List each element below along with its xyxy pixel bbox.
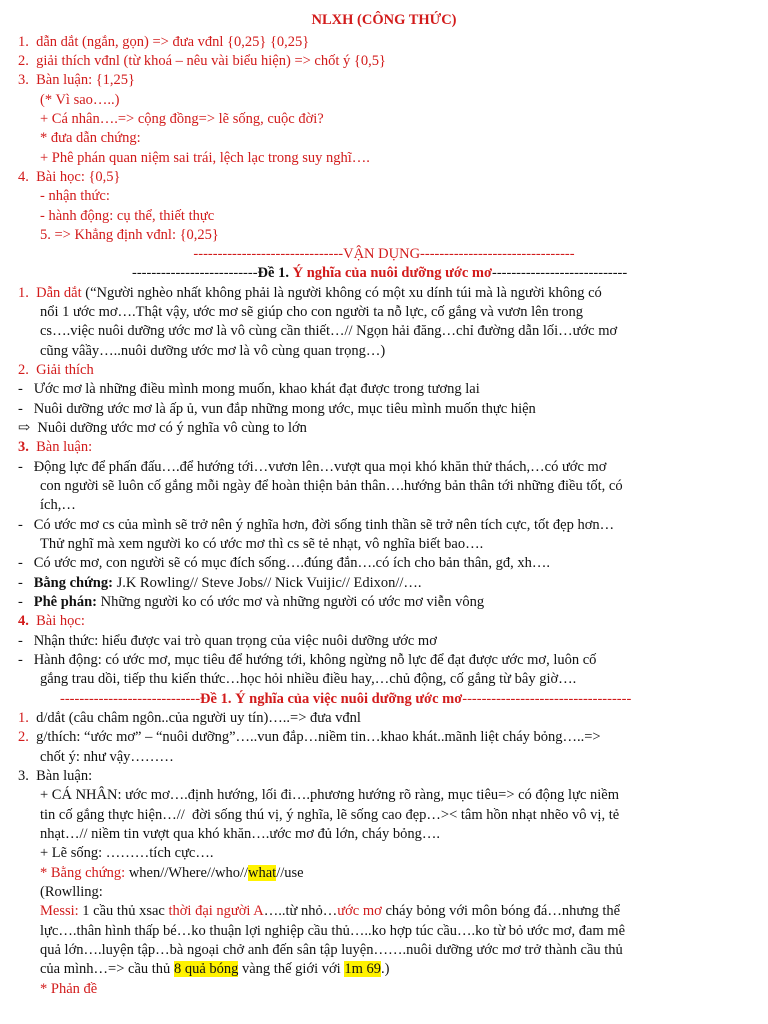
- text-run: 1 cầu thủ xsac: [78, 903, 169, 919]
- text-run: thời đại người A: [168, 903, 264, 919]
- document-line: [40, 149, 370, 167]
- text-run: 2. Giải thích: [18, 362, 94, 378]
- text-run: - Hành động: có ước mơ, mục tiêu để hướng tới, không ngừng nỗ lực để đạt được ước mơ, luôn cố: [18, 652, 597, 668]
- text-run: 1. dẫn dắt (ngắn, gọn) => đưa vđnl {0,25} {0,25}: [18, 34, 310, 50]
- document-line: [40, 670, 576, 688]
- text-run: vàng thế giới với: [238, 961, 345, 977]
- document-line: [60, 690, 631, 708]
- document-line: [18, 709, 361, 727]
- document-line: [40, 322, 617, 340]
- text-run: -: [18, 594, 34, 610]
- text-run: của mình…=> cầu thủ: [40, 961, 174, 977]
- text-run: 3. Bàn luận: {1,25}: [18, 72, 136, 88]
- text-run: quả lớn….luyện tập…bà ngoại chở anh đến sân tập luyện…….nuôi dưỡng ước mơ trở thành cầu thủ: [40, 942, 623, 958]
- document-line: [40, 941, 623, 959]
- document-line: [18, 632, 437, 650]
- text-run: -------------------------------VẬN DỤNG--------------------------------: [193, 246, 575, 262]
- document-line: [40, 980, 97, 998]
- text-run: (* Vì sao…..): [40, 92, 120, 108]
- text-run: - hành động: cụ thể, thiết thực: [40, 208, 215, 224]
- text-run: 5. => Khẳng định vđnl: {0,25}: [40, 227, 219, 243]
- text-run: Bằng chứng:: [33, 575, 113, 591]
- text-run: - Ước mơ là những điều mình mong muốn, khao khát đạt được trong tương lai: [18, 381, 480, 397]
- text-run: 2. giải thích vđnl (từ khoá – nêu vài biểu hiện) => chốt ý {0,5}: [18, 53, 386, 69]
- text-run: .): [380, 961, 390, 977]
- text-run: - Có ước mơ, con người sẽ có mục đích sống….đúng đắn….có ích cho bản thân, gđ, xh….: [18, 555, 551, 571]
- highlighted-text: 8 quả bóng: [173, 961, 239, 977]
- document-line: [18, 52, 386, 70]
- document-line: [40, 748, 174, 766]
- text-run: 4.: [18, 613, 37, 629]
- document-line: [40, 110, 324, 128]
- document-line: [40, 883, 103, 901]
- document-line: [40, 806, 619, 824]
- document-line: [18, 419, 307, 437]
- document-line: [18, 400, 536, 418]
- document-line: [40, 864, 304, 882]
- document-line: [18, 574, 422, 592]
- text-run: cũng vâầy…..nuôi dưỡng ước mơ là vô cùng quan trọng…): [40, 343, 386, 359]
- text-run: Phê phán:: [33, 594, 97, 610]
- document-line: [18, 593, 484, 611]
- text-run: * Phản đề: [40, 981, 98, 997]
- text-run: //use: [276, 865, 304, 881]
- document-line: [40, 129, 141, 147]
- text-run: gắng trau dồi, tiếp thu kiến thức…học hỏi nhiều điều hay,…chủ động, cố gắng từ bây giờ….: [40, 671, 577, 687]
- text-run: - Có ước mơ cs của mình sẽ trở nên ý nghĩa hơn, đời sống tinh thần sẽ trở nên tích cực, tốt đẹp hơn…: [18, 517, 615, 533]
- document-line: [40, 477, 623, 495]
- text-run: - Nuôi dưỡng ước mơ là ấp ủ, vun đắp những mong ước, mục tiêu mình muốn thực hiện: [18, 401, 536, 417]
- text-run: + Lẽ sống: ………tích cực….: [40, 845, 214, 861]
- document-line: [40, 207, 214, 225]
- text-run: * Bằng chứng:: [40, 865, 129, 881]
- document-line: [18, 71, 135, 89]
- text-run: - Động lực để phấn đấu….để hướng tới…vươn lên…vượt qua mọi khó khăn thử thách,…có ước mơ: [18, 459, 607, 475]
- text-run: when//Where//who//: [128, 865, 248, 881]
- document-line: [40, 535, 483, 553]
- document-line: [18, 554, 550, 572]
- document-line: [40, 226, 219, 244]
- document-line: [18, 458, 606, 476]
- text-run: Bàn luận:: [36, 439, 93, 455]
- document-line: [18, 651, 596, 669]
- text-run: nổi 1 ước mơ….Thật vậy, ước mơ sẽ giúp cho con người ta nỗ lực, cố gắng và vươn lên trong: [40, 304, 584, 320]
- text-run: 4. Bài học: {0,5}: [18, 169, 121, 185]
- document-line: [18, 516, 614, 534]
- text-run: + Phê phán quan niệm sai trái, lệch lạc trong suy nghĩ….: [40, 150, 370, 166]
- document-line: [40, 960, 389, 978]
- text-run: J.K Rowling// Steve Jobs// Nick Vuijic// Edixon//….: [112, 575, 422, 591]
- text-run: d/dắt (câu châm ngôn..của người uy tín)…..=> đưa vđnl: [36, 710, 361, 726]
- text-run: cs….việc nuôi dưỡng ước mơ là vô cùng cần thiết…// Ngọn hải đăng…chỉ đường dẫn lối…ước mơ: [40, 323, 618, 339]
- text-run: (Rowlling:: [40, 884, 103, 900]
- document-line: [18, 284, 602, 302]
- text-run: 3. Bàn luận:: [18, 768, 93, 784]
- text-run: nhạt…// niềm tin vượt qua khó khăn….ước mơ đủ lớn, cháy bỏng….: [40, 826, 440, 842]
- text-run: 1.: [18, 285, 37, 301]
- document-line: [18, 168, 121, 186]
- text-run: g/thích: “ước mơ” – “nuôi dưỡng”…..vun đắp…niềm tin…khao khát..mãnh liệt cháy bỏng…..=>: [36, 729, 601, 745]
- document-line: [40, 786, 619, 804]
- document-line: [0, 245, 768, 263]
- document-line: [40, 342, 385, 360]
- text-run: - nhận thức:: [40, 188, 110, 204]
- text-run: + CÁ NHÂN: ước mơ….định hướng, lối đi….phương hướng rõ ràng, mục tiêu=> có động lực niềm: [40, 787, 619, 803]
- document-line: [40, 902, 620, 920]
- text-run: Messi:: [40, 903, 79, 919]
- document-line: [18, 380, 480, 398]
- document-line: [40, 825, 440, 843]
- text-run: ước mơ: [337, 903, 382, 919]
- document-line: [40, 844, 214, 862]
- document-line: [40, 922, 625, 940]
- text-run: lực….thân hình thấp bé…ko thuận lợi nghiệp cầu thủ…..ko hợp túc cầu….ko từ bỏ ước mơ, đam mê: [40, 923, 625, 939]
- document-line: [18, 767, 92, 785]
- text-run: Thử nghĩ mà xem người ko có ước mơ thì cs sẽ tẻ nhạt, vô nghĩa biết bao….: [40, 536, 484, 552]
- highlighted-text: 1m 69: [344, 961, 381, 977]
- text-run: Đề 1. Ý nghĩa của việc nuôi dưỡng ước mơ: [200, 691, 463, 707]
- document-line: [40, 91, 119, 109]
- document-line: [18, 612, 85, 630]
- document-line: [18, 728, 601, 746]
- text-run: ⇨ Nuôi dưỡng ước mơ có ý nghĩa vô cùng to lớn: [18, 420, 307, 436]
- text-run: …..từ nhỏ…: [263, 903, 338, 919]
- text-run: -: [18, 575, 34, 591]
- document-line: [18, 33, 309, 51]
- text-run: Đề 1.: [257, 265, 293, 281]
- text-run: (“Người nghèo nhất không phải là người không có một xu dính túi mà là người không có: [81, 285, 602, 301]
- document-line: [132, 264, 627, 282]
- document-line: [40, 496, 76, 514]
- document-line: [18, 438, 92, 456]
- text-run: chốt ý: như vậy………: [40, 749, 174, 765]
- text-run: ích,…: [40, 497, 76, 513]
- text-run: -----------------------------: [60, 691, 201, 707]
- text-run: Bài học:: [36, 613, 85, 629]
- text-run: 3.: [18, 439, 37, 455]
- text-run: con người sẽ luôn cố gắng mỗi ngày để hoàn thiện bản thân….hướng bản thân tới những điều tốt, có: [40, 478, 623, 494]
- text-run: -----------------------------------: [462, 691, 632, 707]
- text-run: Dẫn dắt: [36, 285, 82, 301]
- text-run: NLXH (CÔNG THỨC): [311, 12, 457, 28]
- document-line: [40, 187, 110, 205]
- text-run: 2.: [18, 729, 37, 745]
- document-line: [40, 303, 583, 321]
- text-run: Những người ko có ước mơ và những người có ước mơ viễn vông: [96, 594, 485, 610]
- text-run: cháy bỏng với môn bóng đá…nhưng thể: [381, 903, 621, 919]
- text-run: + Cá nhân….=> cộng đồng=> lẽ sống, cuộc đời?: [40, 111, 324, 127]
- text-run: ----------------------------: [492, 265, 628, 281]
- highlighted-text: what: [248, 865, 277, 881]
- document-line: [18, 361, 94, 379]
- text-run: - Nhận thức: hiểu được vai trò quan trọng của việc nuôi dưỡng ước mơ: [18, 633, 437, 649]
- text-run: --------------------------: [132, 265, 258, 281]
- text-run: 1.: [18, 710, 37, 726]
- document-line: [0, 11, 768, 29]
- text-run: tin cố gắng thực hiện…// đời sống thú vị, ý nghĩa, lẽ sống cao đẹp…>< tâm hồn nhạt nhẽo vô vị, tẻ: [40, 807, 620, 823]
- text-run: * đưa dẫn chứng:: [40, 130, 141, 146]
- text-run: Ý nghĩa của nuôi dưỡng ước mơ: [292, 265, 493, 281]
